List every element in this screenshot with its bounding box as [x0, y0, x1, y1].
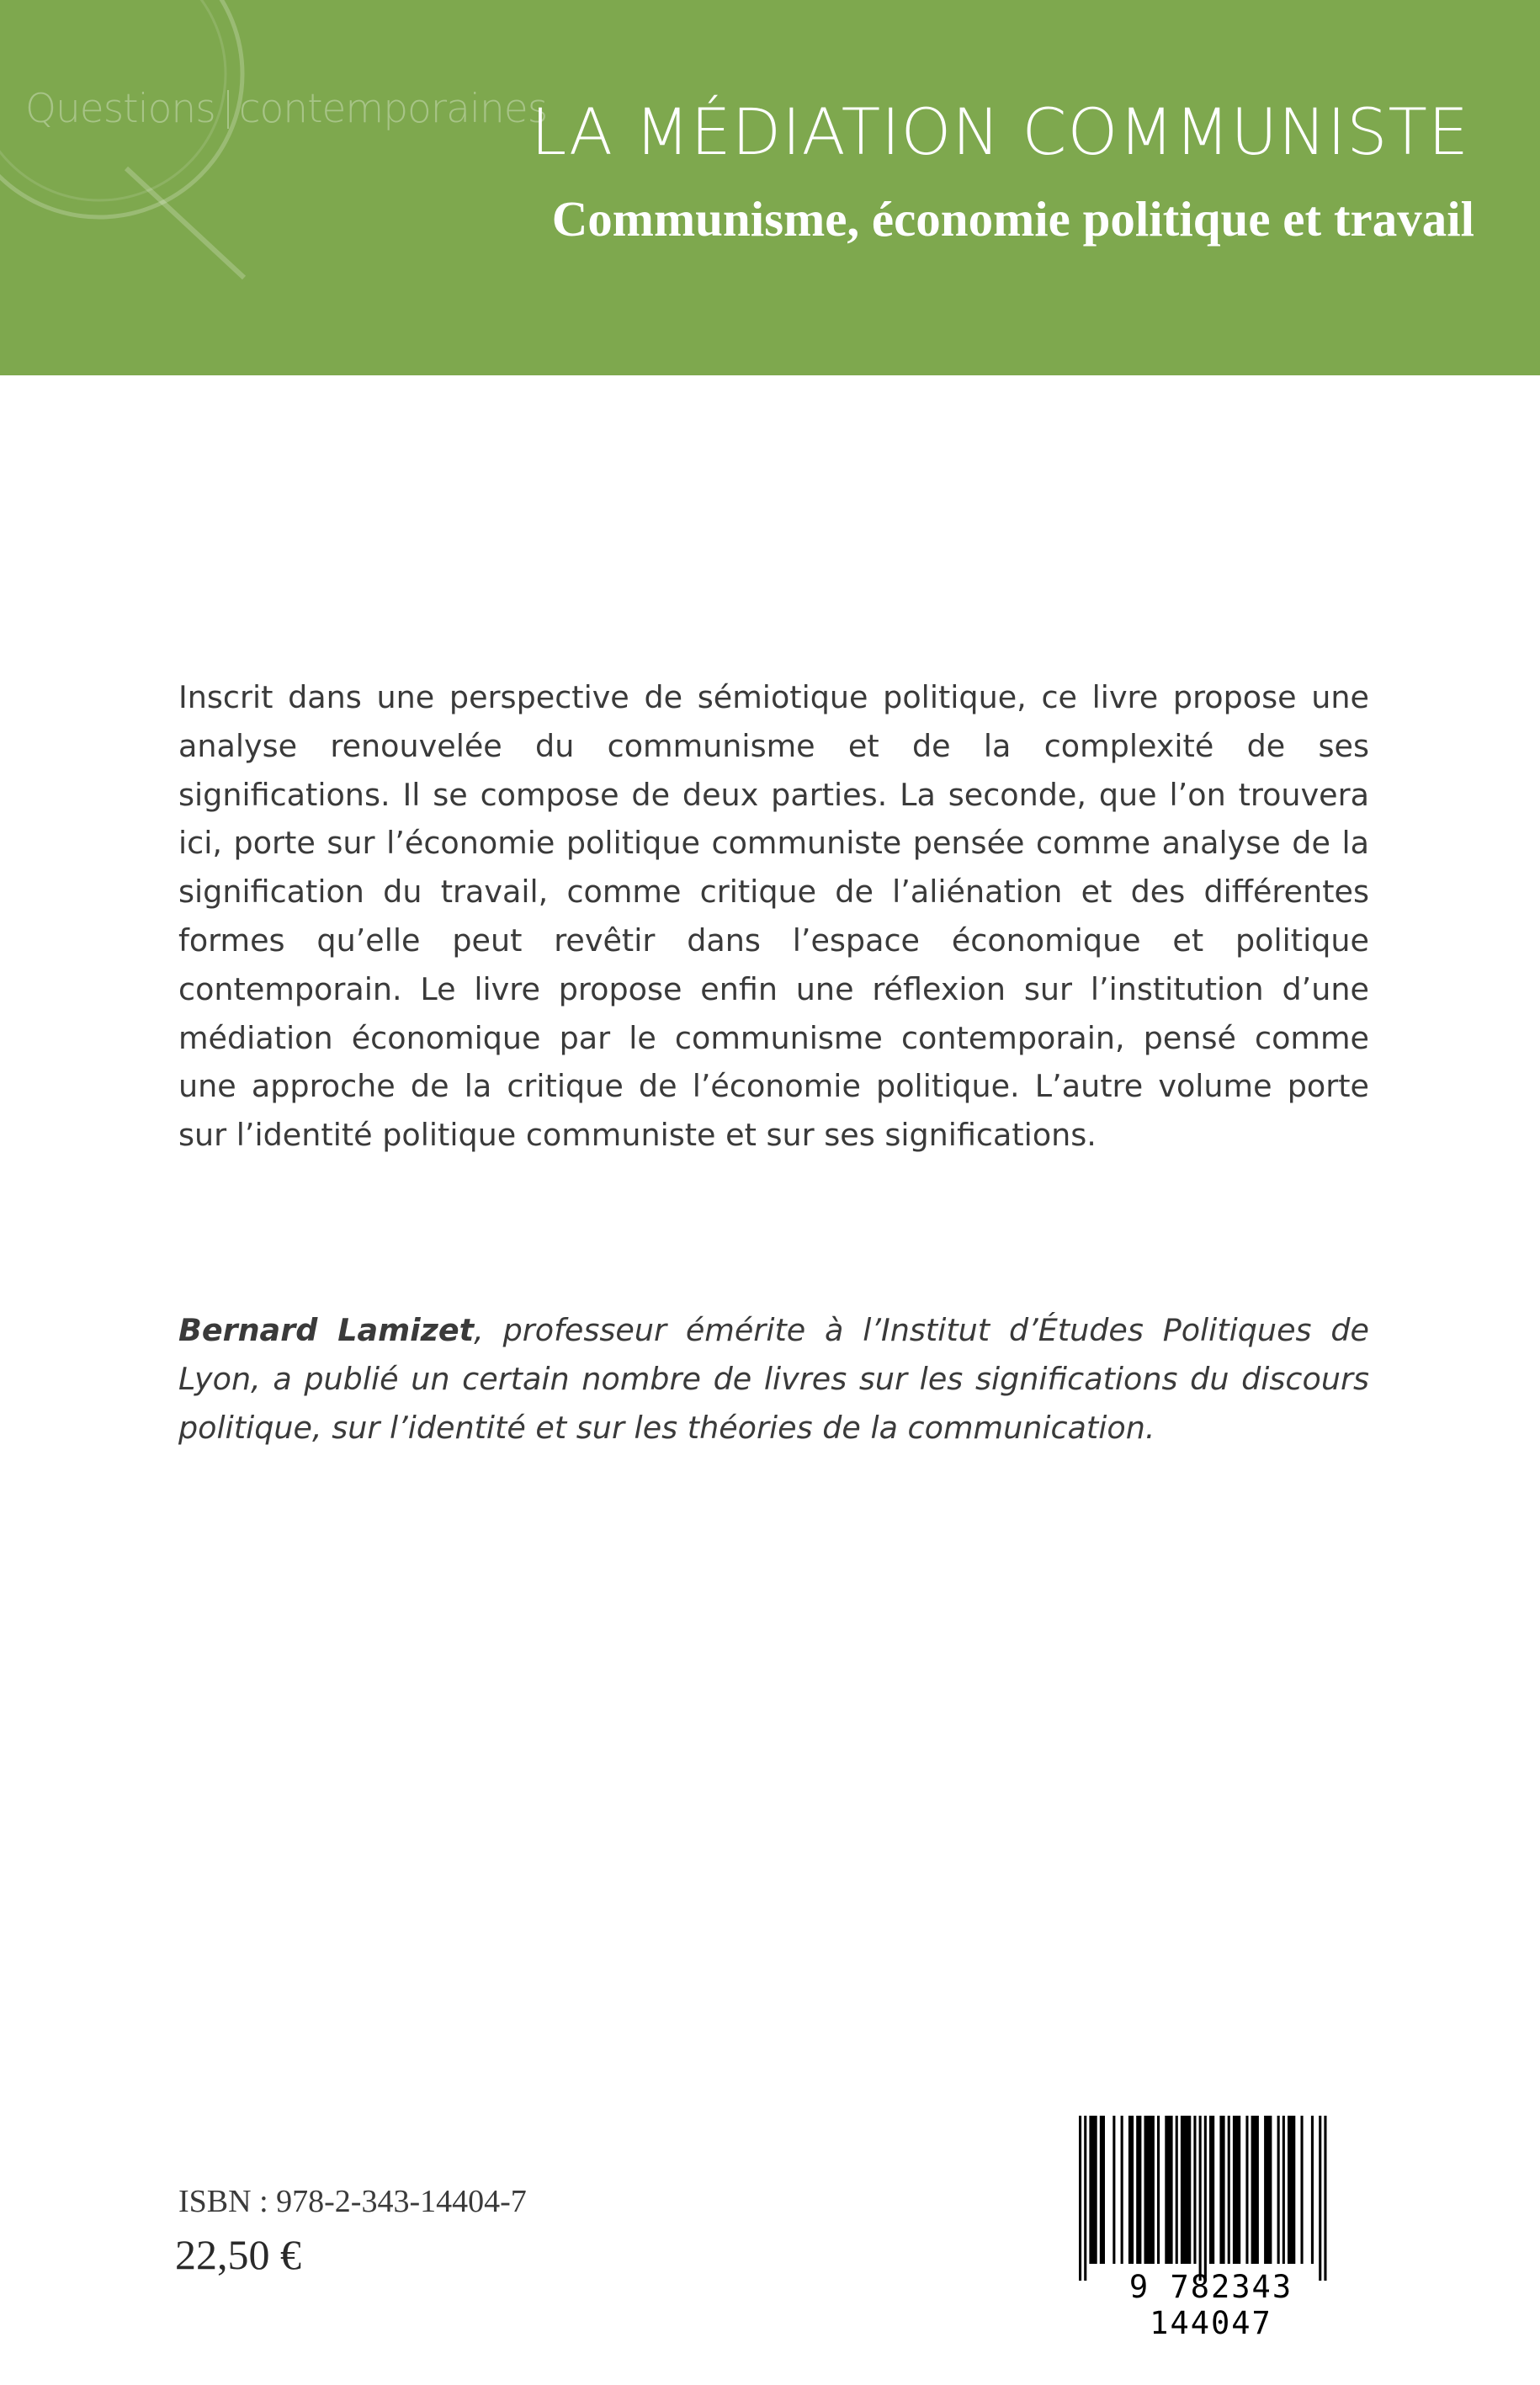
barcode-bar-11: [1176, 2116, 1178, 2264]
barcode-bar-14: [1199, 2116, 1202, 2281]
barcode-bar-20: [1245, 2116, 1248, 2264]
barcode-bar-28: [1319, 2116, 1321, 2281]
book-title: LA MÉDIATION COMMUNISTE: [530, 94, 1469, 169]
isbn-number: ISBN : 978-2-343-14404-7: [178, 2184, 527, 2219]
series-word-contemporaines: contemporaines: [238, 86, 548, 132]
book-subtitle: Communisme, économie politique et travail: [551, 191, 1474, 247]
barcode-bar-8: [1144, 2116, 1155, 2264]
barcode-bar-29: [1324, 2116, 1326, 2281]
barcode-bar-1: [1084, 2116, 1086, 2281]
series-word-questions: Questions: [25, 86, 215, 132]
q-letter-outline-icon: [0, 0, 286, 286]
barcode-bar-17: [1219, 2116, 1224, 2264]
author-bio: [178, 1306, 1369, 1453]
barcode-bar-27: [1311, 2116, 1314, 2264]
series-separator: [227, 90, 229, 129]
barcode-bar-18: [1228, 2116, 1230, 2264]
barcode-bar-23: [1277, 2116, 1280, 2264]
cover-header-band: [0, 0, 1540, 375]
book-summary: Inscrit dans une perspective de sémiotique politique, ce livre propose une analyse renouvelée du communisme et de la complexité de ses significations. Il se compose de deux parties. La seconde, que l’on trouvera ici, porte sur l’économie politique communiste pensée comme analyse de la signification du travail, comme critique de l’aliénation et des différentes formes qu’elle peut revêtir dans l’espace économique et politique contemporain. Le livre propose enfin une réflexion sur l’institution d’une médiation économique par le communisme contemporain, pensé comme une approche de la critique de l’économie politique. L’autre volume porte sur l’identité politique communiste et sur ses significations.: [178, 679, 1369, 1154]
barcode-bar-2: [1089, 2116, 1097, 2264]
barcode-bar-25: [1288, 2116, 1295, 2264]
barcode-bar-10: [1165, 2116, 1172, 2264]
barcode-bar-9: [1157, 2116, 1160, 2264]
author-name: Bernard Lamizet: [178, 1312, 475, 1348]
series-name: [25, 86, 547, 132]
barcode-bar-0: [1079, 2116, 1081, 2281]
barcode-bar-4: [1113, 2116, 1115, 2264]
barcode-bar-16: [1209, 2116, 1214, 2264]
barcode-bar-22: [1264, 2116, 1272, 2264]
barcode-bar-13: [1193, 2116, 1196, 2264]
barcode-bar-3: [1100, 2116, 1105, 2264]
author-description: , professeur émérite à l’Institut d’Études Politiques de Lyon, a publié un certain nombre de livres sur les significations du discours politique, sur l’identité et sur les théories de la communication.: [178, 1312, 1369, 1446]
barcode-bar-7: [1136, 2116, 1141, 2264]
barcode-bar-24: [1282, 2116, 1285, 2264]
barcode-digits: 9 782343 144047: [1128, 2269, 1293, 2341]
barcode-bar-26: [1301, 2116, 1304, 2264]
barcode-bar-19: [1233, 2116, 1240, 2264]
barcode-bar-15: [1204, 2116, 1207, 2281]
barcode-bar-6: [1128, 2116, 1134, 2264]
book-price: 22,50 €: [175, 2231, 301, 2278]
barcode: [1060, 2111, 1362, 2341]
barcode-bar-12: [1181, 2116, 1191, 2264]
barcode-bar-21: [1251, 2116, 1259, 2264]
barcode-bar-5: [1121, 2116, 1123, 2264]
